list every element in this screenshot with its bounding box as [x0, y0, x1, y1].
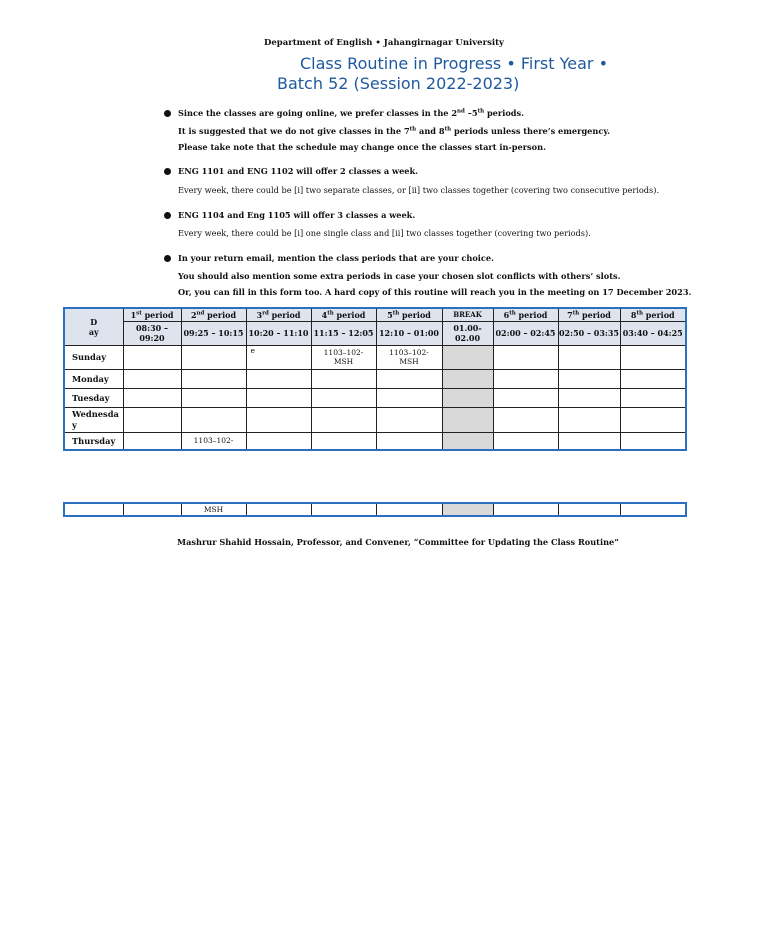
break-cell [442, 407, 493, 432]
routine-table [63, 307, 687, 451]
slot-cell[interactable] [558, 432, 620, 450]
period-3-header: 3rd period [246, 308, 311, 321]
slot-cell[interactable] [493, 503, 558, 516]
note-2-line-2: Every week, there could be [i] two separate classes, or [ii] two classes together (covering two consecutive periods). [178, 185, 660, 195]
period-2-time: 09:25 – 10:15 [181, 321, 246, 345]
note-1-line-2: It is suggested that we do not give classes in the 7th and 8th periods unless there’s emergency. [178, 126, 610, 136]
table-row-wednesday [64, 407, 686, 432]
slot-cell[interactable] [558, 503, 620, 516]
slot-cell[interactable] [246, 407, 311, 432]
slot-cell[interactable] [123, 503, 181, 516]
break-time: 01.00-02.00 [442, 321, 493, 345]
slot-cell[interactable] [493, 432, 558, 450]
slot-cell[interactable] [246, 369, 311, 388]
slot-cell[interactable] [311, 503, 376, 516]
table-row-thursday [64, 432, 686, 450]
slot-cell[interactable] [181, 388, 246, 407]
break-cell [442, 432, 493, 450]
slot-cell[interactable] [246, 432, 311, 450]
period-1-header: 1st period [123, 308, 181, 321]
period-5-header: 5th period [376, 308, 442, 321]
slot-cell[interactable] [123, 369, 181, 388]
slot-cell[interactable] [558, 407, 620, 432]
slot-cell[interactable] [246, 503, 311, 516]
header-row-periods [64, 308, 686, 321]
slot-cell[interactable] [493, 369, 558, 388]
period-2-header: 2nd period [181, 308, 246, 321]
slot-cell[interactable] [376, 432, 442, 450]
slot-cell[interactable] [376, 369, 442, 388]
slot-cell[interactable] [311, 407, 376, 432]
break-cell [442, 369, 493, 388]
slot-cell[interactable] [376, 503, 442, 516]
period-7-header: 7th period [558, 308, 620, 321]
day-label: Tuesday [64, 388, 123, 407]
page-title-line-1: Class Routine in Progress • First Year • [300, 54, 609, 73]
table-row-tuesday [64, 388, 686, 407]
slot-cell[interactable] [620, 503, 686, 516]
slot-cell[interactable] [493, 407, 558, 432]
slot-cell[interactable]: 1103–102-MSH [311, 345, 376, 369]
slot-cell[interactable] [123, 388, 181, 407]
break-cell [442, 388, 493, 407]
day-label: Sunday [64, 345, 123, 369]
slot-cell[interactable]: 1103–102- [181, 432, 246, 450]
slot-cell[interactable] [311, 369, 376, 388]
signature-line: Mashrur Shahid Hossain, Professor, and Convener, “Committee for Updating the Class Routine” [177, 537, 619, 547]
note-4-line-3: Or, you can fill in this form too. A hard copy of this routine will reach you in the meeting on 17 December 2023. [178, 287, 692, 297]
slot-cell[interactable] [311, 388, 376, 407]
period-7-time: 02:50 – 03:35 [558, 321, 620, 345]
break-header: BREAK [442, 308, 493, 321]
slot-cell[interactable] [558, 388, 620, 407]
slot-cell[interactable] [376, 407, 442, 432]
day-label: Thursday [64, 432, 123, 450]
page-title-line-2: Batch 52 (Session 2022-2023) [277, 74, 520, 93]
note-1-line-1: Since the classes are going online, we prefer classes in the 2nd –5th periods. [178, 108, 524, 118]
slot-cell[interactable] [620, 388, 686, 407]
slot-cell[interactable] [493, 388, 558, 407]
table-row-continued [64, 503, 686, 516]
slot-cell[interactable] [620, 407, 686, 432]
bullet-icon [164, 255, 171, 262]
slot-cell[interactable] [493, 345, 558, 369]
period-4-time: 11:15 – 12:05 [311, 321, 376, 345]
slot-cell[interactable] [558, 369, 620, 388]
slot-cell[interactable] [181, 407, 246, 432]
slot-cell[interactable] [181, 345, 246, 369]
period-3-time: 10:20 – 11:10 [246, 321, 311, 345]
period-8-header: 8th period [620, 308, 686, 321]
routine-table-continued [63, 502, 687, 517]
slot-cell[interactable] [620, 345, 686, 369]
note-2-line-1: ENG 1101 and ENG 1102 will offer 2 classes a week. [178, 166, 419, 176]
slot-cell[interactable] [558, 345, 620, 369]
slot-cell[interactable]: e [246, 345, 311, 369]
bullet-icon [164, 168, 171, 175]
slot-cell[interactable] [181, 369, 246, 388]
break-cell [442, 503, 493, 516]
table-row-monday [64, 369, 686, 388]
bullet-icon [164, 110, 171, 117]
day-label: Monday [64, 369, 123, 388]
slot-cell[interactable] [64, 503, 123, 516]
break-cell [442, 345, 493, 369]
slot-cell[interactable] [620, 369, 686, 388]
slot-cell[interactable] [123, 407, 181, 432]
note-4-line-1: In your return email, mention the class periods that are your choice. [178, 253, 494, 263]
slot-cell[interactable]: MSH [181, 503, 246, 516]
bullet-icon [164, 212, 171, 219]
department-heading: Department of English • Jahangirnagar University [264, 38, 504, 48]
header-row-times [64, 321, 686, 345]
period-1-time: 08:30 – 09:20 [123, 321, 181, 345]
period-4-header: 4th period [311, 308, 376, 321]
slot-cell[interactable] [246, 388, 311, 407]
note-1-line-3: Please take note that the schedule may change once the classes start in-person. [178, 142, 546, 152]
period-6-time: 02:00 – 02:45 [493, 321, 558, 345]
day-label: Wednesday [64, 407, 123, 432]
table-row-sunday [64, 345, 686, 369]
slot-cell[interactable] [123, 345, 181, 369]
slot-cell[interactable] [311, 432, 376, 450]
period-6-header: 6th period [493, 308, 558, 321]
slot-cell[interactable] [123, 432, 181, 450]
slot-cell[interactable]: 1103–102-MSH [376, 345, 442, 369]
note-3-line-2: Every week, there could be [i] one single class and [ii] two classes together (covering two periods). [178, 228, 591, 238]
period-8-time: 03:40 – 04:25 [620, 321, 686, 345]
note-4-line-2: You should also mention some extra periods in case your chosen slot conflicts with others’ slots. [178, 271, 621, 281]
day-column-header: D ay [64, 308, 123, 345]
period-5-time: 12:10 – 01:00 [376, 321, 442, 345]
slot-cell[interactable] [620, 432, 686, 450]
note-3-line-1: ENG 1104 and Eng 1105 will offer 3 classes a week. [178, 210, 416, 220]
slot-cell[interactable] [376, 388, 442, 407]
